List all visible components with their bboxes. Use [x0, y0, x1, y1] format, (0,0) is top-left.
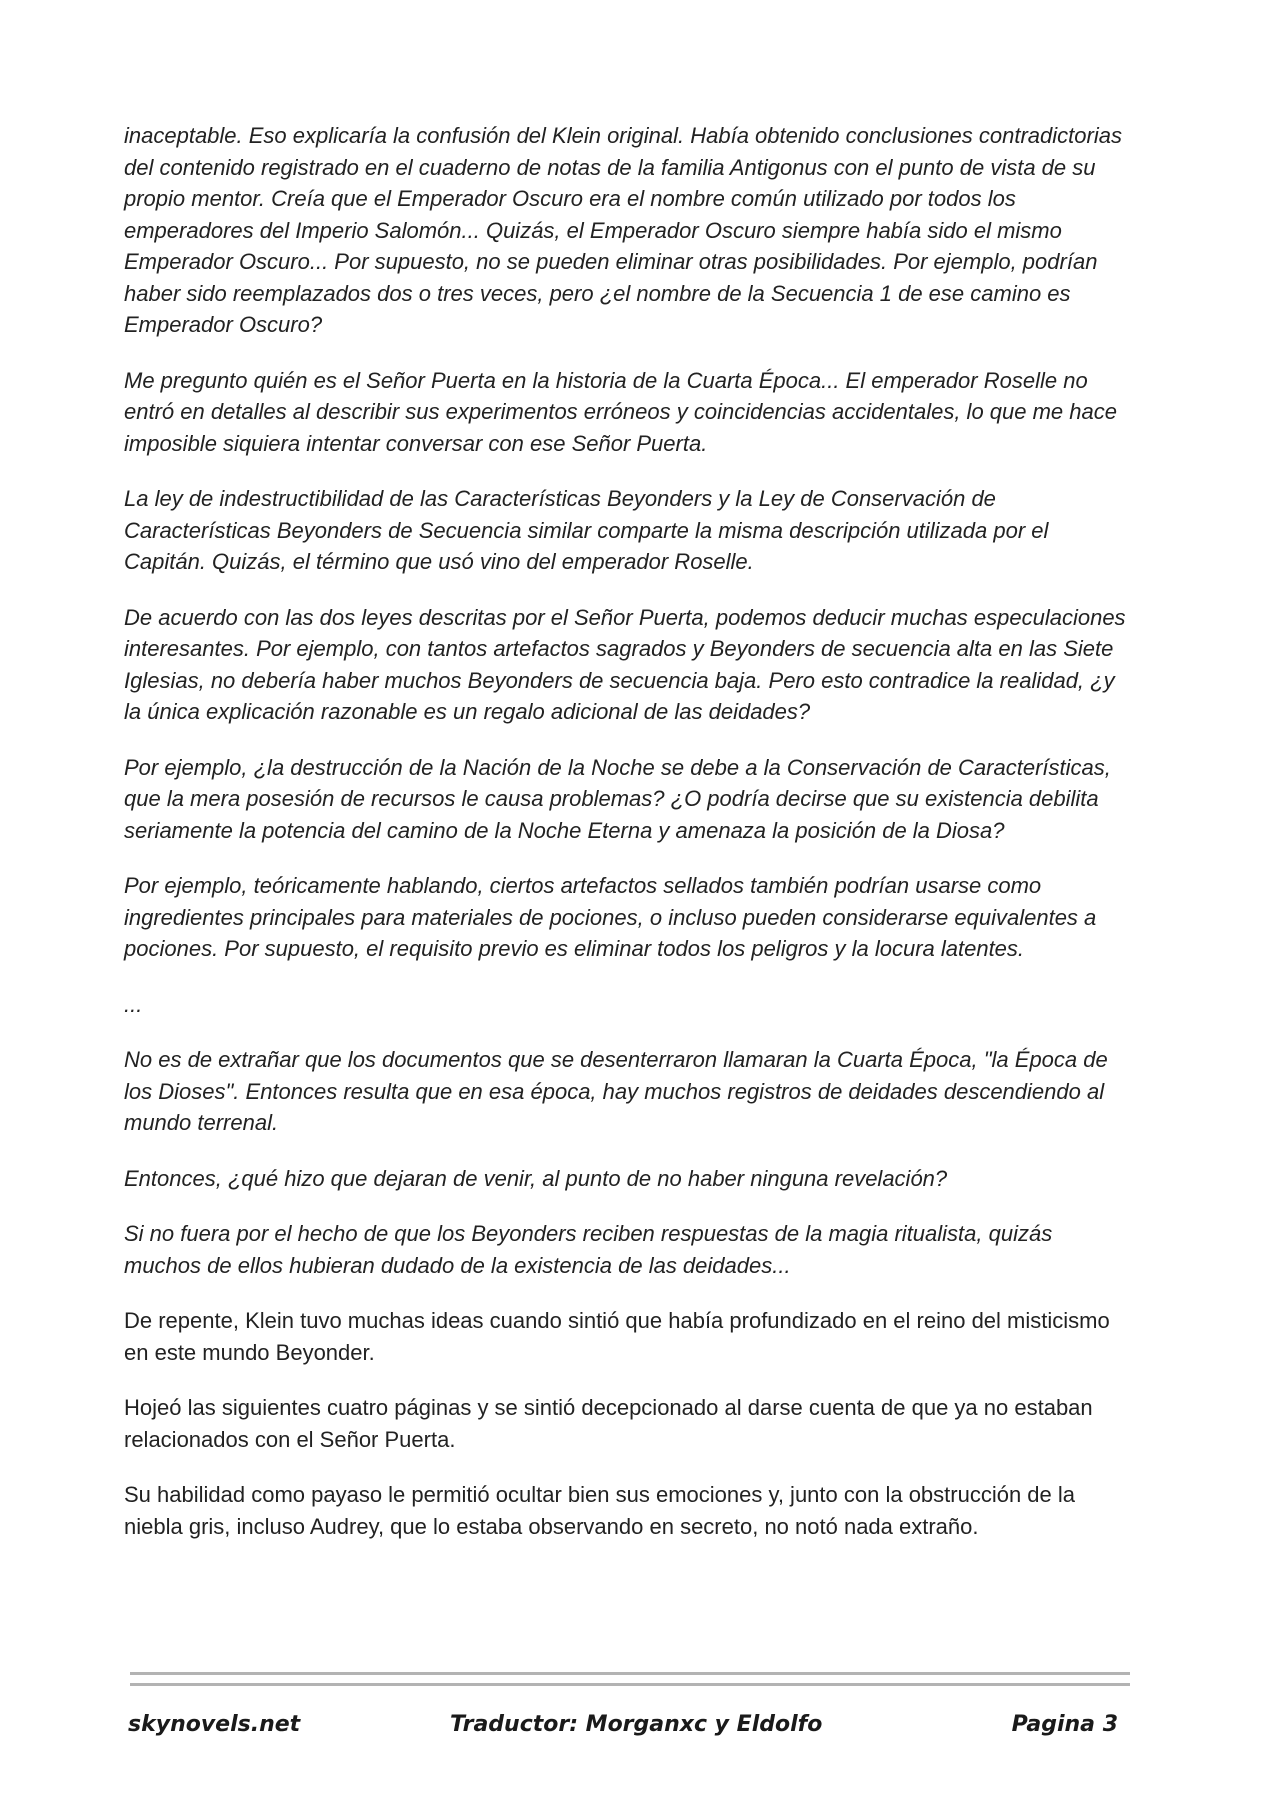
paragraph-1: inaceptable. Eso explicaría la confusión del Klein original. Había obtenido conclusiones contradictorias del contenido registrado en el cuaderno de notas de la familia Antigonus con el punto de vista de su propio mentor. Creía que el Emperador Oscuro era el nombre común utilizado por todos los emperadores del Imperio Salomón... Quizás, el Emperador Oscuro siempre había sido el mismo Emperador Oscuro... Por supuesto, no se pueden eliminar otras posibilidades. Por ejemplo, podrían haber sido reemplazados dos o tres veces, pero ¿el nombre de la Secuencia 1 de ese camino es Emperador Oscuro? — [124, 123, 1122, 337]
page-footer — [128, 1712, 1128, 1752]
document-body — [124, 120, 1134, 1566]
ellipsis-separator: ... — [124, 991, 143, 1017]
paragraph-9: Si no fuera por el hecho de que los Beyonders reciben respuestas de la magia ritualista, quizás muchos de ellos hubieran dudado de la existencia de las deidades... — [124, 1221, 1053, 1278]
paragraph-6: Por ejemplo, teóricamente hablando, ciertos artefactos sellados también podrían usarse como ingredientes principales para materiales de pociones, o incluso pueden considerarse equivalentes a pociones. Por supuesto, el requisito previo es eliminar todos los peligros y la locura latentes. — [124, 873, 1097, 961]
footer-divider — [130, 1672, 1130, 1686]
paragraph-12: Su habilidad como payaso le permitió ocultar bien sus emociones y, junto con la obstrucción de la niebla gris, incluso Audrey, que lo estaba observando en secreto, no notó nada extraño. — [124, 1482, 1076, 1539]
footer-rule-top — [130, 1672, 1130, 1675]
footer-rule-bottom — [130, 1683, 1130, 1686]
paragraph-7: No es de extrañar que los documentos que se desenterraron llamaran la Cuarta Época, "la Época de los Dioses". Entonces resulta que en esa época, hay muchos registros de deidades descendiendo al mundo terrenal. — [124, 1047, 1108, 1135]
footer-page-number: Pagina 3 — [1011, 1712, 1118, 1737]
paragraph-4: De acuerdo con las dos leyes descritas por el Señor Puerta, podemos deducir muchas especulaciones interesantes. Por ejemplo, con tantos artefactos sagrados y Beyonders de secuencia alta en las Siete Iglesias, no debería haber muchos Beyonders de secuencia baja. Pero esto contradice la realidad, ¿y la única explicación razonable es un regalo adicional de las deidades? — [124, 604, 1126, 724]
footer-site: skynovels.net — [128, 1712, 301, 1737]
paragraph-2: Me pregunto quién es el Señor Puerta en la historia de la Cuarta Época... El emperador Roselle no entró en detalles al describir sus experimentos erróneos y coincidencias accidentales, lo que me hace imposible siquiera intentar conversar con ese Señor Puerta. — [124, 367, 1117, 456]
paragraph-3: La ley de indestructibilidad de las Características Beyonders y la Ley de Conservación de Características Beyonders de Secuencia similar comparte la misma descripción utilizada por el Capitán. Quizás, el término que usó vino del emperador Roselle. — [124, 486, 1049, 574]
paragraph-5: Por ejemplo, ¿la destrucción de la Nación de la Noche se debe a la Conservación de Características, que la mera posesión de recursos le causa problemas? ¿O podría decirse que su existencia debilita seriamente la potencia del camino de la Noche Eterna y amenaza la posición de la Diosa? — [124, 754, 1111, 843]
footer-translator: Traductor: Morganxc y Eldolfo — [450, 1712, 823, 1737]
paragraph-11: Hojeó las siguientes cuatro páginas y se sintió decepcionado al darse cuenta de que ya no estaban relacionados con el Señor Puerta. — [124, 1395, 1093, 1452]
paragraph-10: De repente, Klein tuvo muchas ideas cuando sintió que había profundizado en el reino del misticismo en este mundo Beyonder. — [124, 1308, 1110, 1365]
paragraph-8: Entonces, ¿qué hizo que dejaran de venir, al punto de no haber ninguna revelación? — [124, 1165, 948, 1191]
